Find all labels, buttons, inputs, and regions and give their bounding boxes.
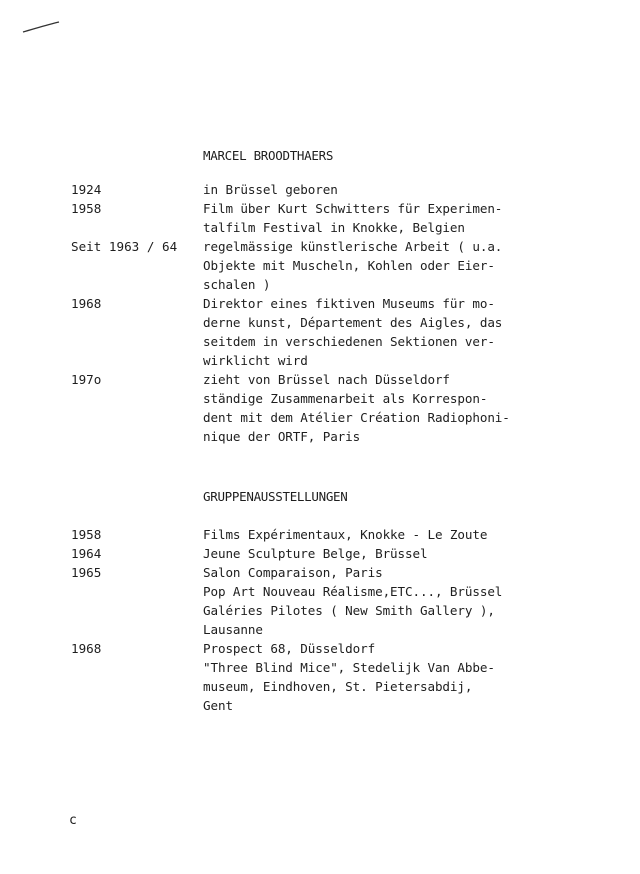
entry-text-line: Jeune Sculpture Belge, Brüssel (203, 546, 428, 561)
entry-text-line: zieht von Brüssel nach Düsseldorf (203, 372, 450, 387)
entry-year: 1968 (71, 641, 102, 656)
entry-year: 1965 (71, 565, 102, 580)
entry-text (203, 180, 338, 199)
entry-text (203, 563, 502, 639)
entry-text-line: "Three Blind Mice", Stedelijk Van Abbe- (203, 660, 495, 675)
artist-name-heading: MARCEL BROODTHAERS (203, 148, 334, 163)
entry-text-line: Objekte mit Muscheln, Kohlen oder Eier- (203, 258, 495, 273)
entry-year: 1958 (71, 527, 102, 542)
entry-text (203, 237, 502, 294)
entry-text-line: ständige Zusammenarbeit als Korrespon- (203, 391, 488, 406)
entry-text-line: seitdem in verschiedenen Sektionen ver- (203, 334, 495, 349)
entry-text-line: wirklicht wird (203, 353, 308, 368)
entry-text (203, 639, 495, 715)
entry-year: 1964 (71, 546, 102, 561)
entry-text-line: museum, Eindhoven, St. Pietersabdij, (203, 679, 473, 694)
entry-text-line: Prospect 68, Düsseldorf (203, 641, 376, 656)
pen-stroke-mark (22, 20, 60, 34)
entry-text-line: in Brüssel geboren (203, 182, 338, 197)
entry-text-line: regelmässige künstlerische Arbeit ( u.a. (203, 239, 503, 254)
entry-year: Seit 1963 / 64 (71, 239, 178, 254)
entry-text-line: Gent (203, 698, 233, 713)
entry-text (203, 199, 502, 237)
entry-year: 1924 (71, 182, 102, 197)
entry-text (203, 525, 487, 544)
entry-text (203, 294, 502, 370)
entry-year: 1968 (71, 296, 102, 311)
entry-text-line: Direktor eines fiktiven Museums für mo- (203, 296, 495, 311)
entry-text-line: talfilm Festival in Knokke, Belgien (203, 220, 465, 235)
entry-text-line: nique der ORTF, Paris (203, 429, 361, 444)
entry-text-line: Films Expérimentaux, Knokke - Le Zoute (203, 527, 488, 542)
entry-text-line: derne kunst, Département des Aigles, das (203, 315, 503, 330)
entry-text (203, 370, 510, 446)
entry-year: 197o (71, 372, 102, 387)
group-exhibitions-heading: GRUPPENAUSSTELLUNGEN (203, 489, 348, 504)
entry-text-line: Film über Kurt Schwitters für Experimen- (203, 201, 503, 216)
entry-text-line: Galéries Pilotes ( New Smith Gallery ), (203, 603, 495, 618)
page-footer-letter: c (69, 813, 77, 828)
entry-text-line: Lausanne (203, 622, 263, 637)
entry-text (203, 544, 427, 563)
entry-year: 1958 (71, 201, 102, 216)
entry-text-line: Pop Art Nouveau Réalisme,ETC..., Brüssel (203, 584, 503, 599)
entry-text-line: dent mit dem Atélier Création Radiophoni- (203, 410, 510, 425)
entry-text-line: schalen ) (203, 277, 271, 292)
entry-text-line: Salon Comparaison, Paris (203, 565, 383, 580)
